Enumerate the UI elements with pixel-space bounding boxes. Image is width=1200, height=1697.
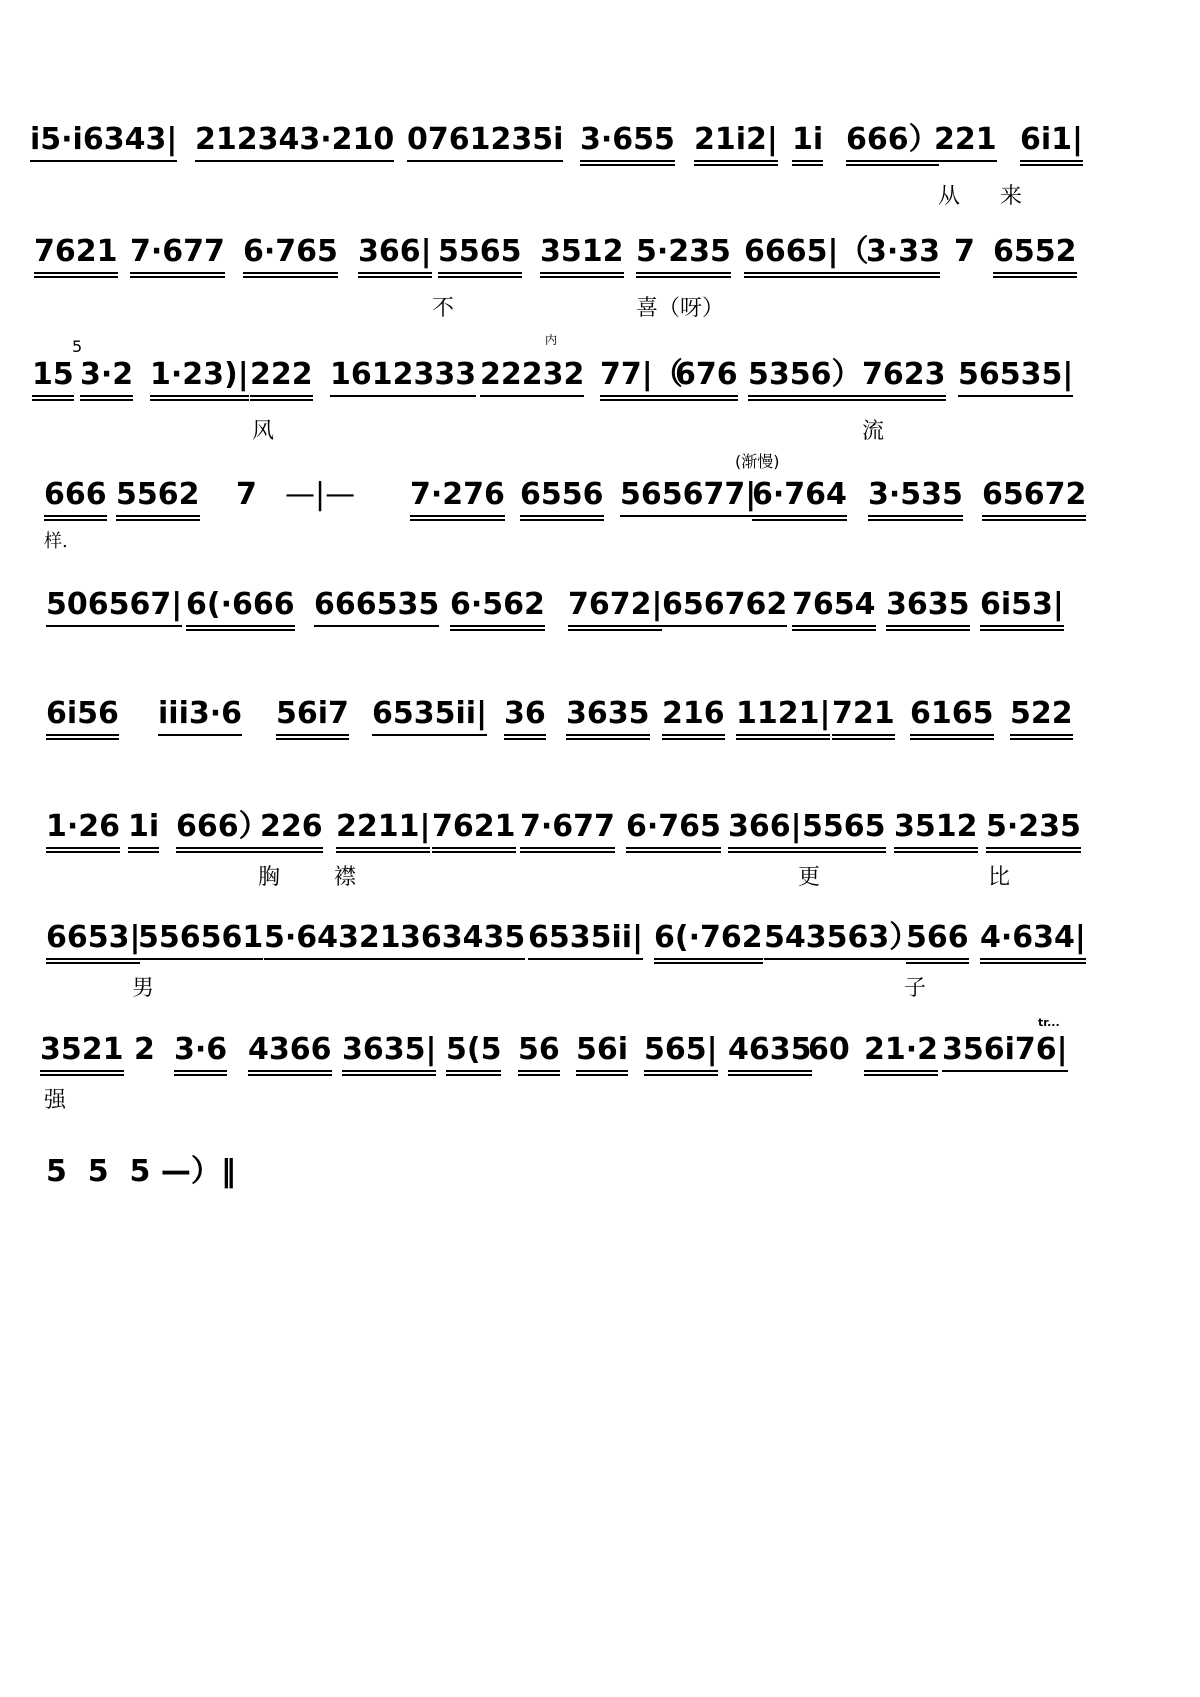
measure-1-4: 3·655 — [580, 120, 675, 160]
lyric-4-1: 样. — [44, 531, 68, 552]
measure-5-7: 7654 — [792, 585, 876, 625]
measure-3-5: 1612333 — [330, 355, 476, 395]
measure-1-8: 221 — [934, 120, 997, 160]
measure-6-5: 36 — [504, 694, 546, 734]
measure-3-4: 222 — [250, 355, 313, 395]
measure-6-8: 1121| — [736, 694, 830, 734]
measure-7-3: 666） — [176, 807, 269, 847]
measure-6-9: 721 — [832, 694, 895, 734]
measure-3-8: 676 — [675, 355, 738, 395]
measure-9-8: 56i — [576, 1030, 628, 1070]
lyric-3-1: 风 — [252, 419, 275, 444]
measure-5-3: 666535 — [314, 585, 439, 625]
measure-2-8: 6665|（ — [744, 232, 868, 272]
measure-3-2: 3·2 — [80, 355, 133, 395]
measure-6-4: 6535ii| — [372, 694, 487, 734]
measure-9-9: 565| — [644, 1030, 718, 1070]
inner-mark: 内 — [545, 333, 558, 347]
measure-2-6: 3512 — [540, 232, 624, 272]
measure-8-4: 363435 — [400, 918, 525, 958]
measure-8-5: 6535ii| — [528, 918, 643, 958]
measure-3-1: 15 — [32, 355, 74, 395]
measure-4-4: —|— — [285, 477, 356, 512]
score-line-4 — [40, 452, 1180, 575]
score-line-9 — [40, 1016, 1180, 1130]
measure-5-9: 6i53| — [980, 585, 1064, 625]
measure-7-4: 226 — [260, 807, 323, 847]
measure-9-6: 5(5 — [446, 1030, 501, 1070]
measure-1-7: 666） — [846, 120, 939, 160]
measure-4-7: 565677| — [620, 475, 756, 515]
measure-9-5: 3635| — [342, 1030, 436, 1070]
measure-8-3: 5·64321 — [264, 918, 401, 958]
measure-9-3: 3·6 — [174, 1030, 227, 1070]
tempo-mark: (渐慢) — [735, 452, 780, 471]
measure-7-5: 2211| — [336, 807, 430, 847]
lyric-2-2: 喜（呀） — [636, 296, 725, 321]
measure-7-7: 7·677 — [520, 807, 615, 847]
measure-7-6: 7621 — [432, 807, 516, 847]
lyric-7-2: 襟 — [334, 865, 357, 890]
lyric-8-1: 男 — [132, 976, 155, 1001]
measure-5-2: 6(·666 — [186, 585, 295, 625]
lyric-7-3: 更 — [798, 865, 821, 890]
score-line-5 — [40, 585, 1180, 685]
lyric-3-2: 流 — [862, 419, 885, 444]
measure-7-2: 1i — [128, 807, 159, 847]
score-line-7 — [40, 807, 1180, 907]
lyric-9-1: 强 — [44, 1088, 67, 1113]
measure-2-4: 366| — [358, 232, 432, 272]
trill-mark: tr... — [1038, 1016, 1060, 1029]
measure-6-7: 216 — [662, 694, 725, 734]
measure-2-2: 7·677 — [130, 232, 225, 272]
measure-6-3: 56i7 — [276, 694, 349, 734]
measure-6-11: 522 — [1010, 694, 1073, 734]
score-line-3 — [32, 333, 1180, 455]
measure-9-10: 4635 — [728, 1030, 812, 1070]
lyric-8-2: 子 — [904, 976, 927, 1001]
measure-2-9: 3·33 — [866, 232, 940, 272]
measure-5-5: 7672| — [568, 585, 662, 625]
measure-1-2: 212343·210 — [195, 120, 394, 160]
measure-8-9: 4·634| — [980, 918, 1086, 958]
measure-2-10: 7 — [954, 234, 975, 269]
measure-3-11: 56535| — [958, 355, 1073, 395]
measure-7-1: 1·26 — [46, 807, 120, 847]
measure-9-1: 3521 — [40, 1030, 124, 1070]
measure-7-8: 6·765 — [626, 807, 721, 847]
measure-8-7: 543563） — [764, 918, 919, 958]
lyric-7-4: 比 — [988, 865, 1011, 890]
measure-4-6: 6556 — [520, 475, 604, 515]
measure-4-8: 6·764 — [752, 475, 847, 515]
measure-4-5: 7·276 — [410, 475, 505, 515]
measure-7-12: 5·235 — [986, 807, 1081, 847]
measure-8-1: 6653| — [46, 918, 140, 958]
measure-9-13: 356i76| — [942, 1030, 1068, 1070]
measure-7-9: 366| — [728, 807, 802, 847]
measure-9-7: 56 — [518, 1030, 560, 1070]
score-line-1 — [30, 120, 1180, 220]
lyric-7-1: 胸 — [258, 865, 281, 890]
score-line-2 — [34, 232, 1180, 332]
measure-9-11: 60 — [808, 1032, 850, 1067]
measure-4-1: 666 — [44, 475, 107, 515]
score-line-6 — [40, 694, 1180, 794]
measure-5-6: 656762 — [662, 585, 787, 625]
measure-4-2: 5562 — [116, 475, 200, 515]
measure-2-1: 7621 — [34, 232, 118, 272]
measure-5-1: 506567| — [46, 585, 182, 625]
measure-4-3: 7 — [236, 477, 257, 512]
measure-4-9: 3·535 — [868, 475, 963, 515]
measure-3-7: 77|（ — [600, 355, 683, 395]
lyric-1-2: 来 — [1000, 184, 1023, 209]
measure-6-2: iii3·6 — [158, 694, 242, 734]
measure-1-9: 6i1| — [1020, 120, 1083, 160]
measure-9-4: 4366 — [248, 1030, 332, 1070]
grace-note-5: 5 — [72, 337, 83, 356]
lyric-2-1: 不 — [432, 296, 455, 321]
measure-9-12: 21·2 — [864, 1030, 938, 1070]
measure-6-10: 6165 — [910, 694, 994, 734]
measure-2-5: 5565 — [438, 232, 522, 272]
measure-6-1: 6i56 — [46, 694, 119, 734]
measure-6-6: 3635 — [566, 694, 650, 734]
measure-8-2: 556561 — [138, 918, 263, 958]
measure-7-11: 3512 — [894, 807, 978, 847]
measure-1-5: 21i2| — [694, 120, 778, 160]
measure-5-8: 3635 — [886, 585, 970, 625]
score-line-10 — [40, 1152, 1180, 1212]
measure-5-4: 6·562 — [450, 585, 545, 625]
measure-3-9: 5356） — [748, 355, 862, 395]
measure-4-10: 65672 — [982, 475, 1086, 515]
measure-8-8: 566 — [906, 918, 969, 958]
measure-1-1: i5·i6343| — [30, 120, 177, 160]
measure-2-7: 5·235 — [636, 232, 731, 272]
measure-3-10: 7623 — [862, 355, 946, 395]
final-measure: 5 5 5 —）‖ — [46, 1154, 236, 1189]
measure-9-2: 2 — [134, 1032, 155, 1067]
measure-2-3: 6·765 — [243, 232, 338, 272]
measure-3-3: 1·23)| — [150, 355, 249, 395]
score-line-8 — [40, 918, 1180, 1018]
measure-2-11: 6552 — [993, 232, 1077, 272]
measure-8-6: 6(·762 — [654, 918, 763, 958]
measure-1-3: 0761235i — [407, 120, 563, 160]
measure-7-10: 5565 — [802, 807, 886, 847]
measure-1-6: 1i — [792, 120, 823, 160]
lyric-1-1: 从 — [938, 184, 961, 209]
measure-3-6: 22232 — [480, 355, 584, 395]
